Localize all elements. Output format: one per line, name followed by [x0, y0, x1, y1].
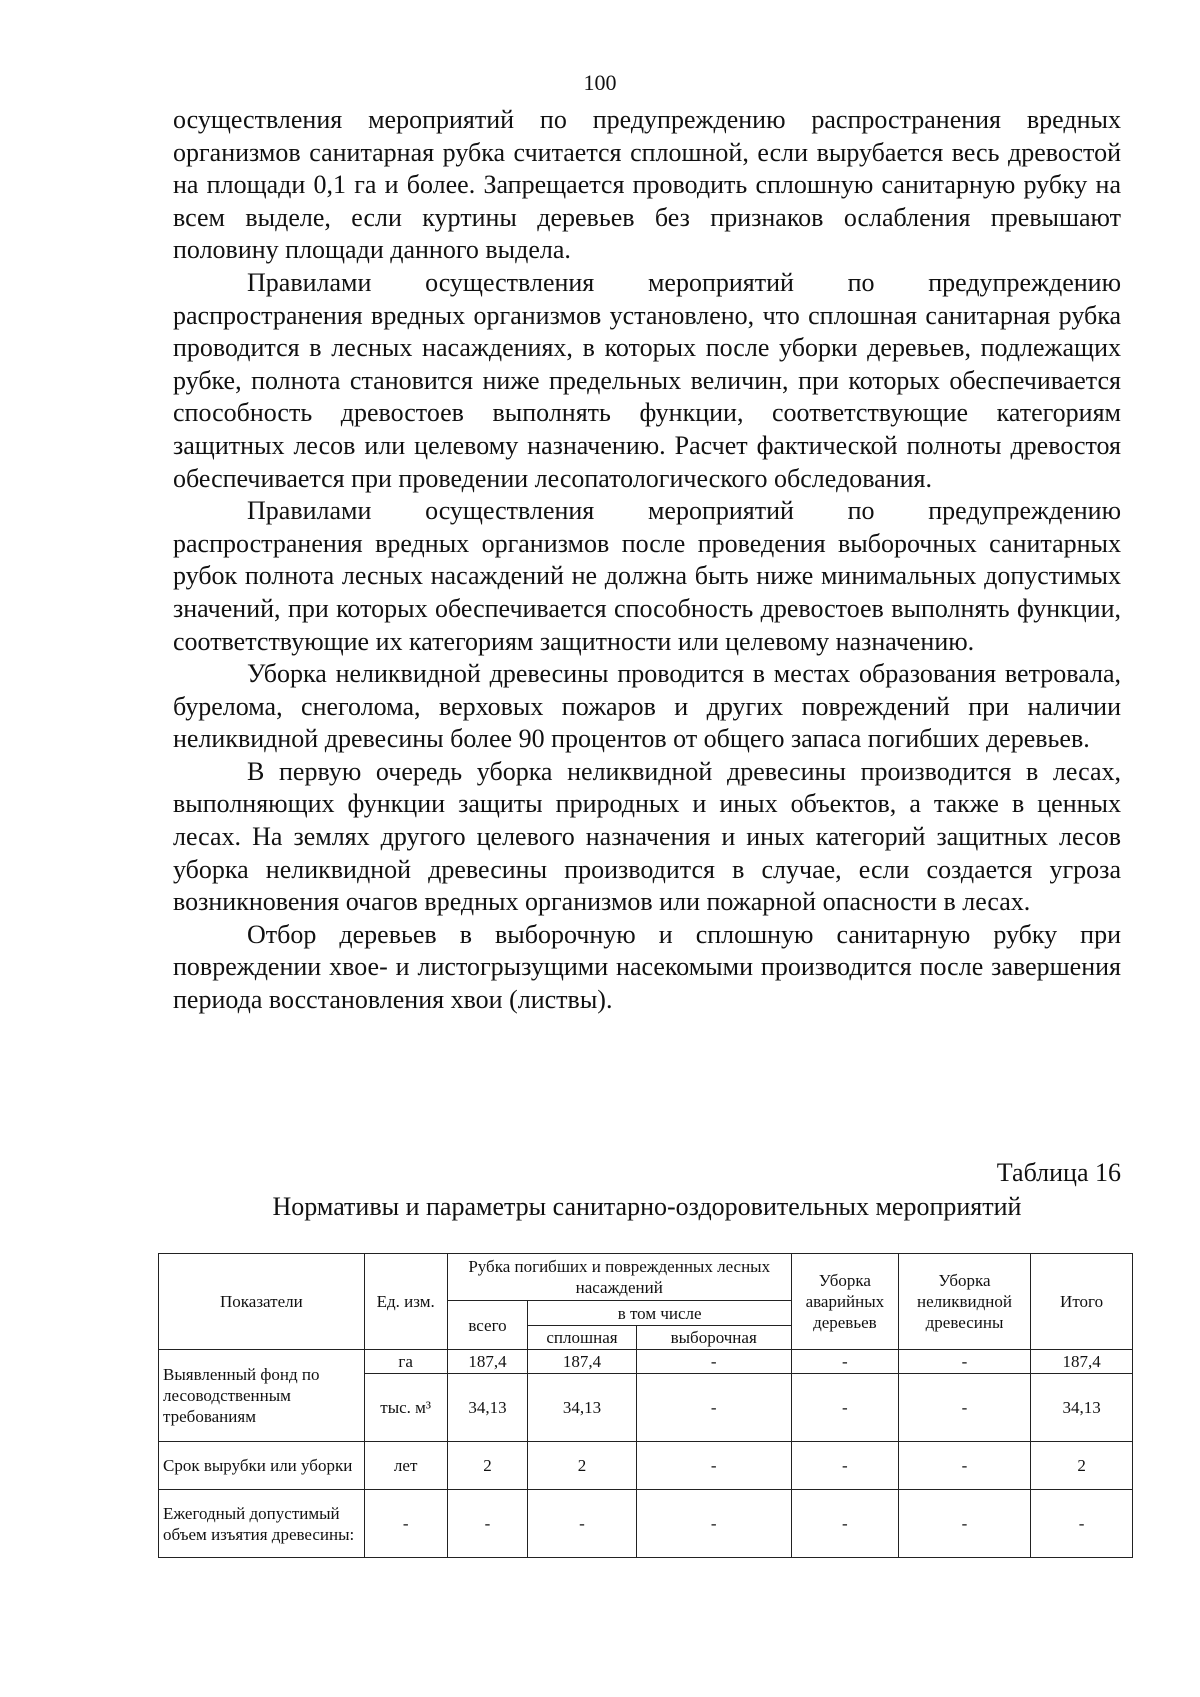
table-cell: 187,4	[1031, 1350, 1133, 1374]
table-cell: -	[898, 1442, 1030, 1490]
table-cell: 2	[447, 1442, 528, 1490]
paragraph: Уборка неликвидной древесины проводится в местах образования ветровала, бурелома, снеголома, верховых пожаров и других повреждений при наличии неликвидной древесины более 90 процентов от общего запаса погибших деревьев.	[173, 659, 1121, 754]
table-cell: 34,13	[1031, 1374, 1133, 1442]
header-emergency: Уборка аварийных деревьев	[791, 1254, 898, 1350]
table-cell: -	[1031, 1490, 1133, 1558]
header-unit: Ед. изм.	[364, 1254, 447, 1350]
table-cell: -	[898, 1374, 1030, 1442]
row-unit: тыс. м³	[364, 1374, 447, 1442]
header-illiquid: Уборка неликвидной древесины	[898, 1254, 1030, 1350]
norms-table	[158, 1253, 1133, 1558]
table-row	[159, 1490, 1133, 1558]
table-cell: -	[636, 1350, 791, 1374]
table-number: Таблица 16	[996, 1158, 1121, 1187]
page-number: 100	[583, 70, 617, 95]
paragraph: В первую очередь уборка неликвидной древесины производится в лесах, выполняющих функции защиты природных и иных объектов, а также в ценных лесах. На землях другого целевого назначения и иных категорий защитных лесов уборка неликвидной древесины производится в случае, если создается угроза возникновения очагов вредных организмов или пожарной опасности в лесах.	[173, 756, 1121, 917]
header-selective: выборочная	[636, 1326, 791, 1350]
header-felling-group: Рубка погибших и поврежденных лесных насаждений	[447, 1254, 791, 1301]
header-clear: сплошная	[528, 1326, 636, 1350]
table-row	[159, 1442, 1133, 1490]
table-header-row	[159, 1254, 1133, 1301]
table-cell: 2	[1031, 1442, 1133, 1490]
table-cell: -	[447, 1490, 528, 1558]
body-text	[173, 104, 1121, 1017]
table-cell: -	[636, 1374, 791, 1442]
header-including: в том числе	[528, 1301, 791, 1326]
table-cell: -	[528, 1490, 636, 1558]
paragraph: Правилами осуществления мероприятий по предупреждению распространения вредных организмов установлено, что сплошная санитарная рубка проводится в лесных насаждениях, в которых после уборки деревьев, подлежащих рубке, полнота становится ниже предельных величин, при которых обеспечивается способность древостоев выполнять функции, соответствующие категориям защитных лесов или целевому назначению. Расчет фактической полноты древостоя обеспечивается при проведении лесопатологического обследования.	[173, 267, 1121, 493]
header-total-all: всего	[447, 1301, 528, 1350]
row-unit: -	[364, 1490, 447, 1558]
table-cell: -	[898, 1350, 1030, 1374]
table-cell: -	[636, 1490, 791, 1558]
table-cell: 34,13	[528, 1374, 636, 1442]
table-cell: 187,4	[447, 1350, 528, 1374]
table-cell: 2	[528, 1442, 636, 1490]
table-row	[159, 1350, 1133, 1374]
table-cell: -	[636, 1442, 791, 1490]
row-unit: лет	[364, 1442, 447, 1490]
table-cell: -	[791, 1350, 898, 1374]
table-title: Нормативы и параметры санитарно-оздоровительных мероприятий	[272, 1192, 1022, 1221]
table-cell: 34,13	[447, 1374, 528, 1442]
row-label: Выявленный фонд по лесоводственным требованиям	[159, 1350, 365, 1442]
row-label: Срок вырубки или уборки	[159, 1442, 365, 1490]
table-cell: -	[791, 1442, 898, 1490]
table-cell: -	[791, 1490, 898, 1558]
table-cell: 187,4	[528, 1350, 636, 1374]
paragraph: Правилами осуществления мероприятий по предупреждению распространения вредных организмов после проведения выборочных санитарных рубок полнота лесных насаждений не должна быть ниже минимальных допустимых значений, при которых обеспечивается способность древостоев выполнять функции, соответствующие их категориям защитности или целевому назначению.	[173, 496, 1121, 656]
paragraph: осуществления мероприятий по предупреждению распространения вредных организмов санитарная рубка считается сплошной, если вырубается весь древостой на площади 0,1 га и более. Запрещается проводить сплошную санитарную рубку на всем выделе, если куртины деревьев без признаков ослабления превышают половину площади данного выдела.	[173, 105, 1121, 265]
table-cell: -	[791, 1374, 898, 1442]
paragraph: Отбор деревьев в выборочную и сплошную санитарную рубку при повреждении хвое- и листогрызущими насекомыми производится после завершения периода восстановления хвои (листвы).	[173, 919, 1121, 1015]
row-label: Ежегодный допустимый объем изъятия древесины:	[159, 1490, 365, 1558]
header-indicators: Показатели	[159, 1254, 365, 1350]
table-cell: -	[898, 1490, 1030, 1558]
row-unit: га	[364, 1350, 447, 1374]
header-total: Итого	[1031, 1254, 1133, 1350]
